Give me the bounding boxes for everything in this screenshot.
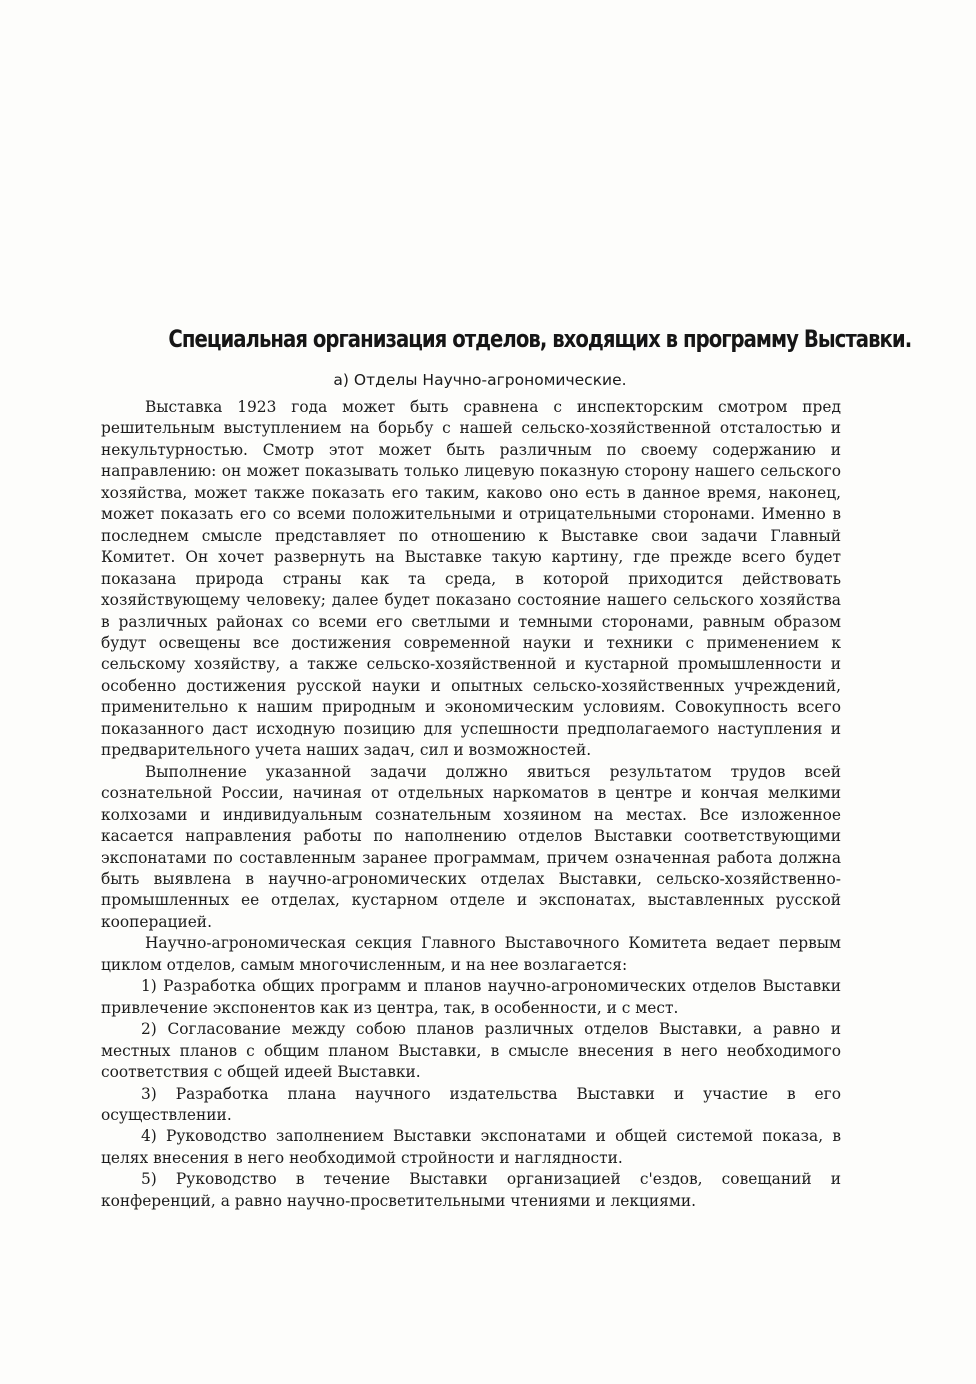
list-item: 4) Руководство заполнением Выставки экспонатами и общей системой показа, в целях внесения в него необходимой стройности и наглядности.: [101, 1127, 841, 1167]
body-text: [101, 397, 841, 1212]
paragraph: Выставка 1923 года может быть сравнена с инспекторским смотром пред решительным выступлением на борьбу с нашей сельско-хозяйственной отсталостью и некультурностью. Смотр этот может быть различным по своему содержанию и направлению: он может показывать только лицевую показную сторону нашего сельского хозяйства, может также показать его таким, каково оно есть в данное время, наконец, может показать его со всеми положительными и отрицательными сторонами. Именно в последнем смысле представляет по отношению к Выставке свои задачи Главный Комитет. Он хочет развернуть на Выставке такую картину, где прежде всего будет показана природа страны как та среда, в которой приходится действовать хозяйствующему человеку; далее будет показано состояние нашего сельского хозяйства в различных районах со всеми его светлыми и темными сторонами, равным образом будут освещены все достижения современной науки и техники с применением к сельскому хозяйству, а также сельско-хозяйственной и кустарной промышленности и особенно достижения русской науки и опытных сельско-хозяйственных учреждений, применительно к нашим природным и экономическим условиям. Совокупность всего показанного даст исходную позицию для успешности предполагаемого наступления и предварительного учета наших задач, сил и возможностей.: [101, 398, 841, 760]
section-subtitle: а) Отделы Научно-агрономические.: [333, 371, 627, 389]
list-item: 1) Разработка общих программ и планов научно-агрономических отделов Выставки привлечение экспонентов как из центра, так, в особенности, и с мест.: [101, 977, 841, 1017]
list-item: 3) Разработка плана научного издательства Выставки и участие в его осуществлении.: [101, 1084, 841, 1124]
list-item: 5) Руководство в течение Выставки организацией с'ездов, совещаний и конференций, а равно научно-просветительными чтениями и лекциями.: [101, 1170, 841, 1210]
page-title: Специальная организация отделов, входящих в программу Выставки.: [168, 325, 912, 353]
paragraph: Научно-агрономическая секция Главного Выставочного Комитета ведает первым циклом отделов, самым многочисленным, и на нее возлагается:: [101, 934, 841, 974]
paragraph: Выполнение указанной задачи должно явиться результатом трудов всей сознательной России, начиная от отдельных наркоматов в центре и кончая мелкими колхозами и индивидуальным сознательным хозяином на местах. Все изложенное касается направления работы по наполнению отделов Выставки соответствующими экспонатами по составленным заранее программам, причем означенная работа должна быть выявлена в научно-агрономических отделах Выставки, сельско-хозяйственно-промышленных ее отделах, кустарном отделе и экспонатах, выставленных русской кооперацией.: [101, 762, 841, 931]
list-item: 2) Согласование между собою планов различных отделов Выставки, а равно и местных планов с общим планом Выставки, в смысле внесения в него необходимого соответствия с общей идеей Выставки.: [101, 1020, 841, 1082]
